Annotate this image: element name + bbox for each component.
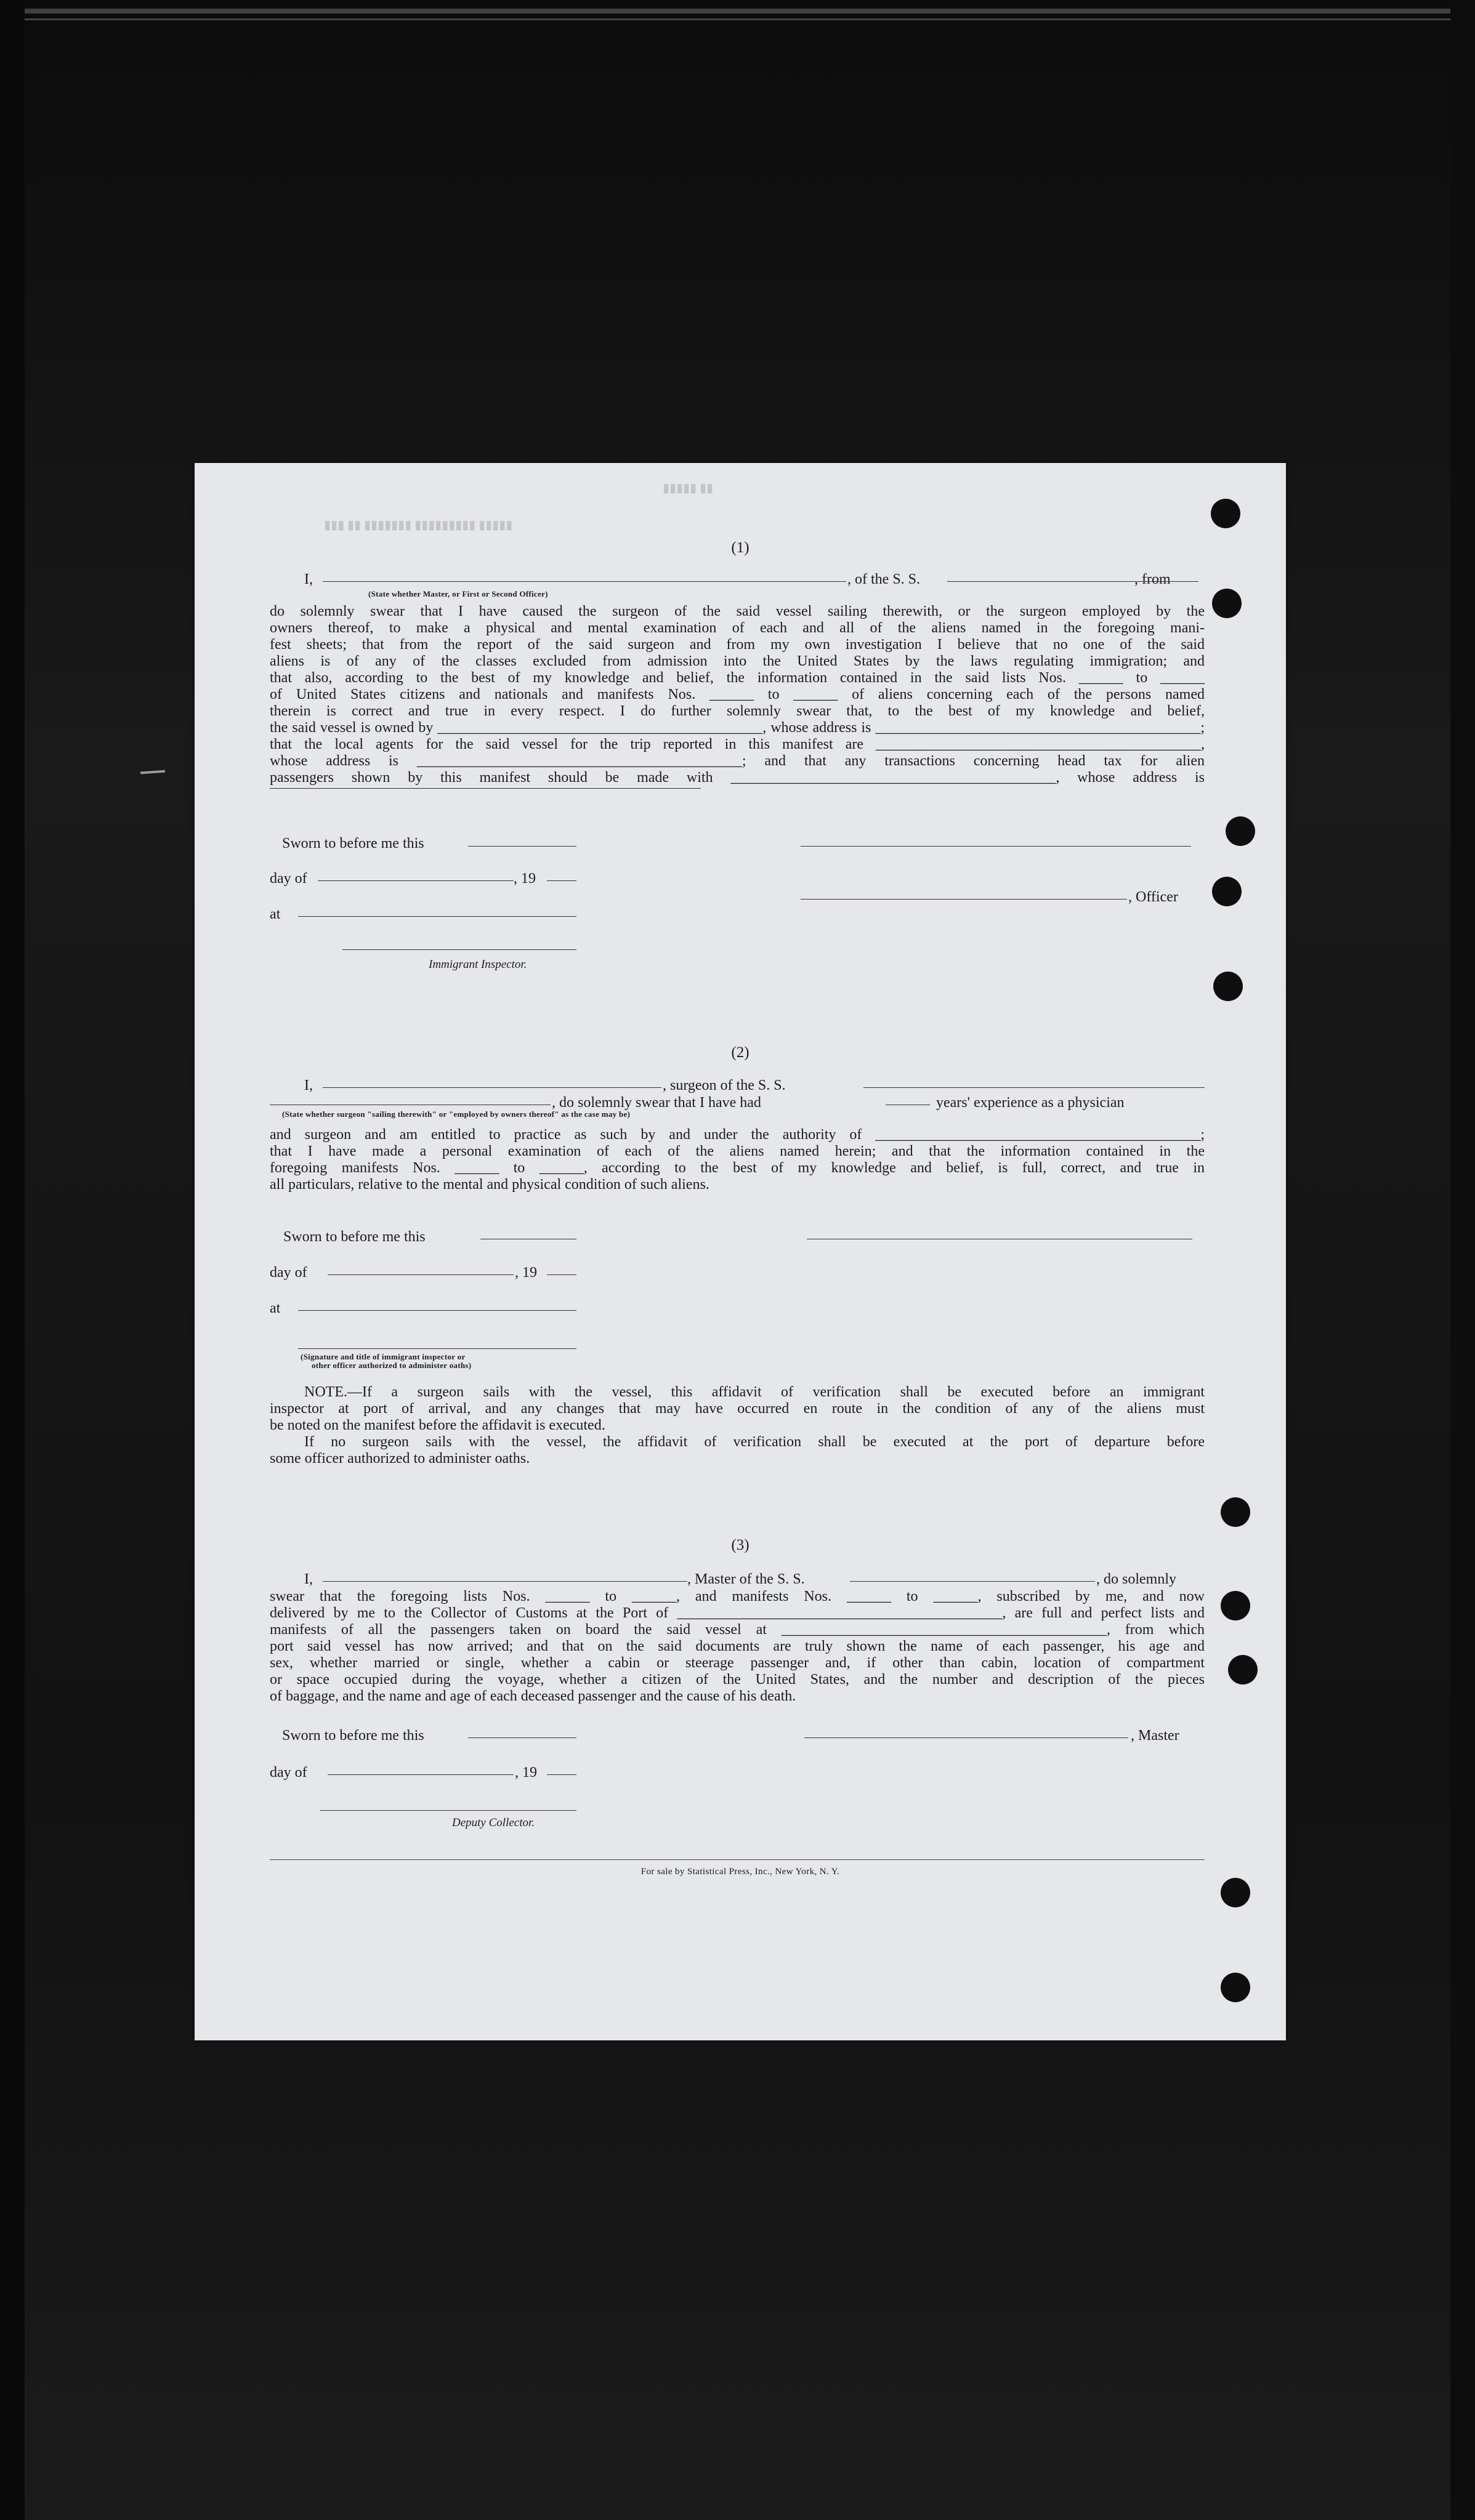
authorized-officer-signature-blank[interactable] — [298, 1347, 576, 1349]
section-3-master: , Master — [1131, 1728, 1179, 1744]
section-2-signature-caption: other officer authorized to administer oaths) — [312, 1361, 472, 1370]
section-2-day: day of — [270, 1265, 307, 1281]
section-2-i: I, — [304, 1077, 313, 1093]
note-line: If no surgeon sails with the vessel, the affidavit of verification shall be executed at the port of departure before — [304, 1434, 1205, 1450]
sworn-date-blank[interactable] — [468, 1736, 576, 1738]
section-2-surgeon-label: , surgeon of the S. S. — [663, 1077, 786, 1093]
note-line: NOTE.—If a surgeon sails with the vessel, this affidavit of verification shall be executed before an immigrant — [304, 1384, 1205, 1400]
section-2-at: at — [270, 1300, 281, 1316]
from-port-blank[interactable] — [1051, 580, 1198, 582]
sworn-date-blank[interactable] — [480, 1238, 576, 1239]
section-2-body-line: all particulars, relative to the mental and physical condition of such aliens. — [270, 1177, 709, 1193]
note-line: be noted on the manifest before the affidavit is executed. — [270, 1417, 605, 1433]
section-2-number: (2) — [731, 1044, 750, 1061]
section-3-year: , 19 — [515, 1765, 537, 1781]
year-blank[interactable] — [547, 879, 576, 881]
printer-footer: For sale by Statistical Press, Inc., New York, N. Y. — [641, 1867, 840, 1877]
section-3-sworn: Sworn to before me this — [282, 1728, 424, 1744]
scan-left-edge — [0, 0, 25, 2520]
head-tax-address-blank[interactable] — [270, 787, 701, 789]
day-blank[interactable] — [318, 879, 514, 881]
surgeon-vessel-blank[interactable] — [863, 1086, 1205, 1088]
section-1-officer: , Officer — [1128, 889, 1178, 905]
punch-hole — [1226, 816, 1255, 846]
section-3-body-line: delivered by me to the Collector of Customs at the Port of ____________________________________________, are full and perfect lists and — [270, 1605, 1205, 1621]
bleed-through-text: ▮▮▮▮▮ ▮▮ — [663, 481, 714, 495]
section-3-swear-label: , do solemnly — [1096, 1571, 1176, 1587]
punch-hole — [1228, 1655, 1258, 1685]
section-1-from-label: , from — [1134, 571, 1171, 587]
officer-signature-blank[interactable] — [801, 845, 1191, 847]
day-blank[interactable] — [328, 1273, 514, 1275]
section-1-year: , 19 — [514, 871, 536, 887]
master-signature-blank[interactable] — [804, 1736, 1128, 1738]
sworn-date-blank[interactable] — [468, 845, 576, 847]
section-1-caption: (State whether Master, or First or Second Officer) — [368, 589, 548, 598]
section-2-body-line: and surgeon and am entitled to practice as such by and under the authority of ____________________________________________; — [270, 1127, 1205, 1143]
section-1-vessel-label: , of the S. S. — [847, 571, 921, 587]
deputy-collector-signature-blank[interactable] — [320, 1809, 576, 1811]
punch-hole — [1213, 972, 1243, 1001]
note-line: some officer authorized to administer oaths. — [270, 1451, 530, 1467]
section-1-body-line: of United States citizens and nationals and manifests Nos. ______ to ______ of aliens concerning each of the persons named — [270, 686, 1205, 702]
punch-hole — [1212, 877, 1242, 906]
scan-top-edge — [0, 9, 1475, 14]
section-3-body-line: swear that the foregoing lists Nos. ______ to ______, and manifests Nos. ______ to ______, subscribed by me, and now — [270, 1588, 1205, 1604]
punch-hole — [1221, 1497, 1250, 1527]
inspector-signature-blank[interactable] — [342, 948, 576, 950]
surgeon-name-blank[interactable] — [323, 1086, 661, 1088]
section-1-body-line: that the local agents for the said vessel for the trip reported in this manifest are ____________________________________________, — [270, 736, 1205, 752]
section-1-i: I, — [304, 571, 313, 587]
manifest-affidavit-page — [195, 463, 1286, 2040]
year-blank[interactable] — [547, 1273, 576, 1275]
scan-right-edge — [1450, 0, 1475, 2520]
section-3-body-line: sex, whether married or single, whether a cabin or steerage passenger and, if other than cabin, location of compartment — [270, 1655, 1205, 1671]
years-experience-blank[interactable] — [886, 1103, 930, 1105]
section-3-body-line: or space occupied during the voyage, whether a citizen of the United States, and the number and description of the pieces — [270, 1672, 1205, 1688]
section-2-year: , 19 — [515, 1265, 537, 1281]
officer-name-blank[interactable] — [323, 580, 846, 582]
master-vessel-blank[interactable] — [850, 1580, 1095, 1582]
master-name-blank[interactable] — [323, 1580, 687, 1582]
section-3-body-line: port said vessel has now arrived; and that on the said documents are truly shown the name of each passenger, his age and — [270, 1638, 1205, 1654]
section-1-body-line: owners thereof, to make a physical and mental examination of each and all of the aliens named in the foregoing mani- — [270, 620, 1205, 636]
section-3-number: (3) — [731, 1537, 750, 1553]
section-2-caption: (State whether surgeon "sailing therewith" or "employed by owners thereof" as the case may be) — [282, 1109, 631, 1119]
section-1-body-line: the said vessel is owned by ____________________________________________, whose address is ____________________________________________; — [270, 720, 1205, 736]
place-blank[interactable] — [298, 1309, 576, 1311]
officer-title-blank[interactable] — [801, 898, 1127, 900]
section-1-body-line: passengers shown by this manifest should be made with ____________________________________________, whose address is — [270, 770, 1205, 786]
section-2-body-line: that I have made a personal examination of each of the aliens named herein; and that the information contained in the — [270, 1143, 1205, 1159]
section-1-body-line: therein is correct and true in every respect. I do further solemnly swear that, to the best of my knowledge and belief, — [270, 703, 1205, 719]
punch-hole — [1212, 589, 1242, 618]
section-2-signature-caption: (Signature and title of immigrant inspector or — [301, 1352, 466, 1361]
section-3-body-line: of baggage, and the name and age of each deceased passenger and the cause of his death. — [270, 1688, 796, 1704]
scan-top-edge-secondary — [0, 18, 1475, 20]
section-2-body-line: foregoing manifests Nos. ______ to ______, according to the best of my knowledge and belief, is full, correct, and true in — [270, 1160, 1205, 1176]
bleed-through-text: ▮▮▮ ▮▮ ▮▮▮▮▮▮▮ ▮▮▮▮▮▮▮▮▮ ▮▮▮▮▮ — [324, 518, 513, 532]
section-3-day: day of — [270, 1765, 307, 1781]
section-1-body-line: fest sheets; that from the report of the said surgeon and from my own investigation I believe that no one of the said — [270, 637, 1205, 653]
section-2-swear: , do solemnly swear that I have had — [552, 1095, 761, 1111]
year-blank[interactable] — [547, 1773, 576, 1775]
section-3-deputy: Deputy Collector. — [452, 1816, 535, 1829]
section-3-i: I, — [304, 1571, 313, 1587]
section-3-master-label: , Master of the S. S. — [687, 1571, 805, 1587]
punch-hole — [1221, 1973, 1250, 2002]
section-1-body-line: aliens is of any of the classes excluded from admission into the United States by the laws regulating immigration; and — [270, 653, 1205, 669]
section-2-sworn: Sworn to before me this — [283, 1229, 426, 1245]
surgeon-signature-blank[interactable] — [807, 1238, 1192, 1239]
section-1-inspector: Immigrant Inspector. — [429, 958, 527, 971]
section-1-sworn: Sworn to before me this — [282, 835, 424, 851]
punch-hole — [1221, 1878, 1250, 1907]
surgeon-status-blank[interactable] — [270, 1103, 551, 1105]
note-line: inspector at port of arrival, and any changes that may have occurred en route in the condition of any of the aliens must — [270, 1401, 1205, 1417]
place-blank[interactable] — [298, 915, 576, 917]
day-blank[interactable] — [328, 1773, 514, 1775]
footer-rule — [270, 1859, 1205, 1860]
section-1-at: at — [270, 906, 281, 922]
punch-hole — [1211, 499, 1240, 528]
section-1-body-line: do solemnly swear that I have caused the surgeon of the said vessel sailing therewith, or the surgeon employed by the — [270, 603, 1205, 619]
section-1-body-line: whose address is ____________________________________________; and that any transactions concerning head tax for alien — [270, 753, 1205, 769]
section-2-years: years' experience as a physician — [936, 1095, 1125, 1111]
section-1-day: day of — [270, 871, 307, 887]
section-1-body-line: that also, according to the best of my knowledge and belief, the information contained in the said lists Nos. ______ to ______ — [270, 670, 1205, 686]
punch-hole — [1221, 1591, 1250, 1620]
section-3-body-line: manifests of all the passengers taken on board the said vessel at ____________________________________________, from which — [270, 1622, 1205, 1638]
section-1-number: (1) — [731, 539, 750, 556]
